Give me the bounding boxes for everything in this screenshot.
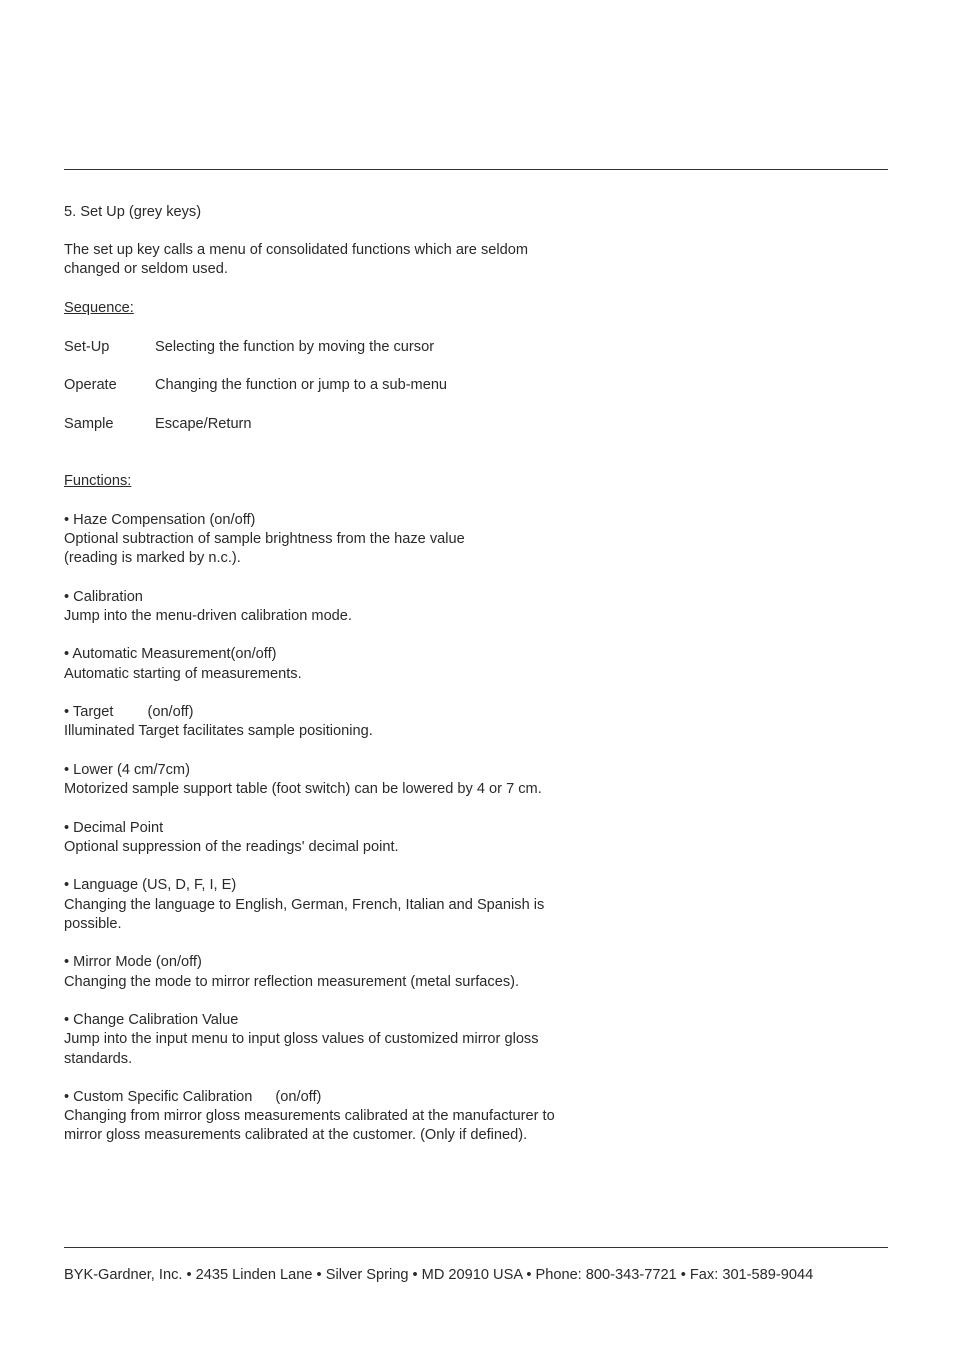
function-desc-custom-calibration-1: Changing from mirror gloss measurements calibrated at the manufacturer to <box>64 1108 555 1124</box>
intro-line-1: The set up key calls a menu of consolidated functions which are seldom <box>64 242 529 258</box>
function-title-target <box>64 703 193 722</box>
function-title-custom-suffix: (on/off) <box>275 1089 322 1105</box>
function-desc-target: Illuminated Target facilitates sample positioning. <box>64 723 373 739</box>
function-desc-change-calibration-2: standards. <box>64 1051 133 1067</box>
function-desc-haze-1: Optional subtraction of sample brightness from the haze value <box>64 531 465 547</box>
function-title-lower: • Lower (4 cm/7cm) <box>64 762 190 778</box>
function-title-calibration: • Calibration <box>64 589 143 605</box>
function-desc-language-1: Changing the language to English, German, French, Italian and Spanish is <box>64 897 545 913</box>
function-title-custom-label: • Custom Specific Calibration <box>64 1089 253 1105</box>
function-desc-automatic: Automatic starting of measurements. <box>64 666 302 682</box>
function-title-change-calibration: • Change Calibration Value <box>64 1012 239 1028</box>
sequence-key-operate: Operate <box>64 377 117 393</box>
sequence-key-setup: Set-Up <box>64 339 110 355</box>
sequence-desc-sample: Escape/Return <box>155 416 252 432</box>
function-desc-calibration: Jump into the menu-driven calibration mode. <box>64 608 352 624</box>
function-title-target-suffix: (on/off) <box>147 704 194 720</box>
sequence-key-sample: Sample <box>64 416 114 432</box>
function-title-decimal: • Decimal Point <box>64 820 164 836</box>
function-desc-haze-2: (reading is marked by n.c.). <box>64 550 241 566</box>
section-title: 5. Set Up (grey keys) <box>64 204 202 220</box>
footer-address: BYK-Gardner, Inc. • 2435 Linden Lane • Silver Spring • MD 20910 USA • Phone: 800-343-7721 • Fax: 301-589-9044 <box>64 1267 814 1283</box>
footer-rule <box>64 1247 888 1248</box>
intro-line-2: changed or seldom used. <box>64 261 228 277</box>
function-title-haze: • Haze Compensation (on/off) <box>64 512 256 528</box>
functions-heading: Functions: <box>64 473 132 489</box>
function-desc-language-2: possible. <box>64 916 122 932</box>
sequence-desc-operate: Changing the function or jump to a sub-menu <box>155 377 448 393</box>
function-title-mirror: • Mirror Mode (on/off) <box>64 954 202 970</box>
function-desc-lower: Motorized sample support table (foot switch) can be lowered by 4 or 7 cm. <box>64 781 542 797</box>
function-title-target-label: • Target <box>64 704 114 720</box>
function-desc-decimal: Optional suppression of the readings' decimal point. <box>64 839 399 855</box>
function-desc-mirror: Changing the mode to mirror reflection measurement (metal surfaces). <box>64 974 520 990</box>
sequence-desc-setup: Selecting the function by moving the cursor <box>155 339 435 355</box>
function-desc-change-calibration-1: Jump into the input menu to input gloss values of customized mirror gloss <box>64 1031 539 1047</box>
sequence-heading: Sequence: <box>64 300 134 316</box>
header-rule <box>64 169 888 170</box>
function-title-automatic: • Automatic Measurement(on/off) <box>64 646 277 662</box>
function-desc-custom-calibration-2: mirror gloss measurements calibrated at the customer. (Only if defined). <box>64 1127 528 1143</box>
function-title-language: • Language (US, D, F, I, E) <box>64 877 237 893</box>
function-title-custom-calibration <box>64 1088 321 1107</box>
